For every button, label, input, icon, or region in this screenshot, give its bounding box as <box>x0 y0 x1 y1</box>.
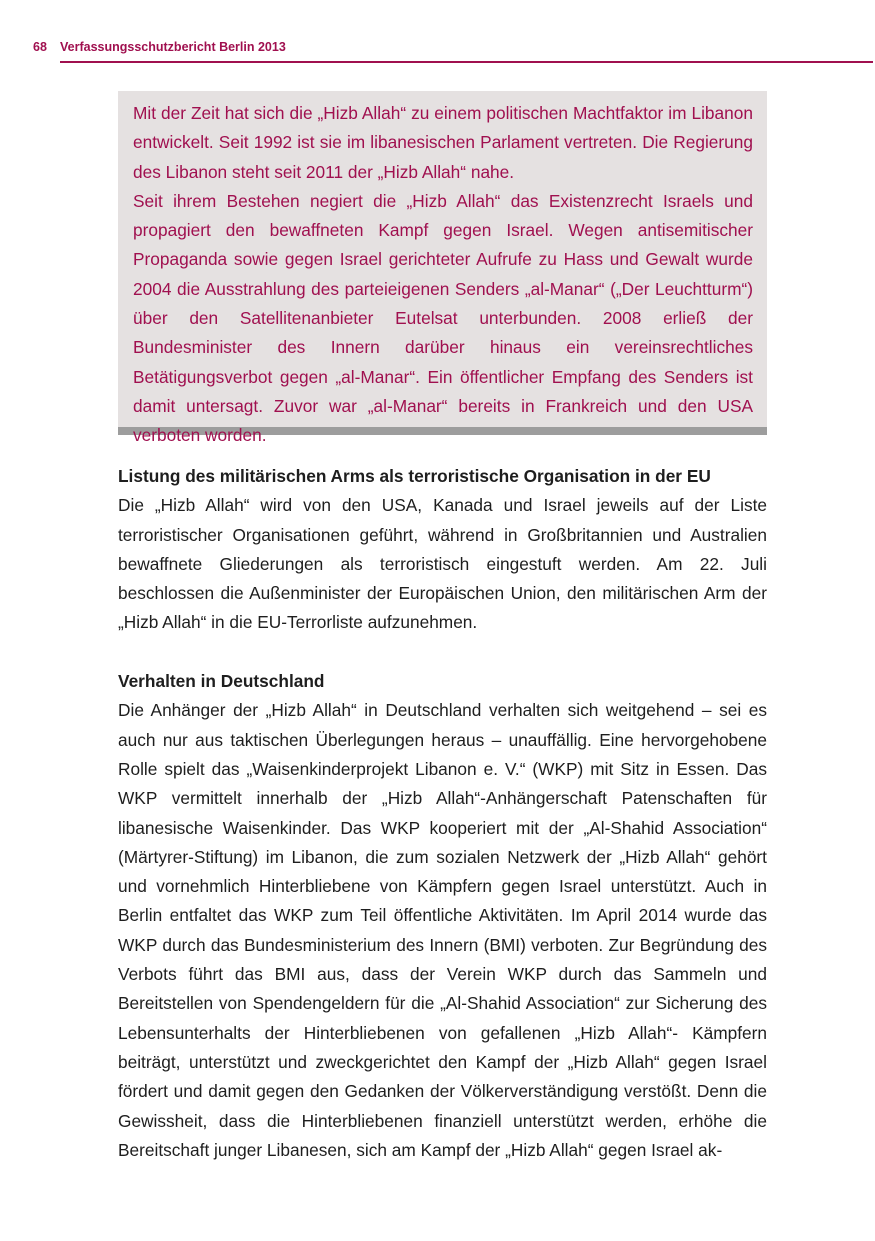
page-header <box>33 40 873 62</box>
section-heading: Listung des militärischen Arms als terroristische Organisation in der EU <box>118 466 711 486</box>
section-heading: Verhalten in Deutschland <box>118 671 325 692</box>
section-paragraph: Die Anhänger der „Hizb Allah“ in Deutschland verhalten sich weitgehend – sei es auch nur aus taktischen Überlegungen heraus – unauffällig. Eine hervorgehobene Rolle spielt das „Waisenkinderprojekt Libanon e. V.“ (WKP) mit Sitz in Essen. Das WKP vermittelt innerhalb der „Hizb Allah“-Anhängerschaft Patenschaften für libanesische Waisenkinder. Das WKP kooperiert mit der „Al-Shahid Association“ (Märtyrer-Stiftung) im Libanon, die zum sozialen Netzwerk der „Hizb Allah“ gehört und vornehmlich Hinterbliebene von Kämpfern gegen Israel unterstützt. Auch in Berlin entfaltet das WKP zum Teil öffentliche Aktivitäten. Im April 2014 wurde das WKP durch das Bundesministerium des Innern (BMI) verboten. Zur Begründung des Verbots führt das BMI aus, dass der Verein WKP durch das Sammeln und Bereitstellen von Spendengeldern für die „Al-Shahid Association“ zur Sicherung des Lebensunterhalts der Hinterbliebenen von gefallenen „Hizb Allah“- Kämpfern beiträgt, unterstützt und zweckgerichtet den Kampf der „Hizb Allah“ gegen Israel fördert und damit gegen den Gedanken der Völkerverständigung verstößt. Denn die Gewissheit, dass die Hinterbliebenen finanziell unterstützt werden, erhöhe die Bereitschaft junger Libanesen, sich am Kampf der „Hizb Allah“ gegen Israel ak- <box>118 700 767 1160</box>
info-paragraph: Seit ihrem Bestehen negiert die „Hizb Allah“ das Existenzrecht Israels und propagiert den bewaffneten Kampf gegen Israel. Wegen antisemitischer Propaganda sowie gegen Israel gerichteter Aufrufe zu Hass und Gewalt wurde 2004 die Ausstrahlung des parteieigenen Senders „al-Manar“ („Der Leuchtturm“) über den Satellitenanbieter Eutelsat unterbunden. 2008 erließ der Bundesminister des Innern darüber hinaus ein vereinsrechtliches Betätigungsverbot gegen „al-Manar“. Ein öffentlicher Empfang des Senders ist damit untersagt. Zuvor war „al-Manar“ bereits in Frankreich und den USA verboten worden. <box>133 190 753 446</box>
page-number: 68 <box>33 40 47 54</box>
info-box-text <box>133 99 753 451</box>
running-title: Verfassungsschutzbericht Berlin 2013 <box>60 40 286 54</box>
section-paragraph: Die „Hizb Allah“ wird von den USA, Kanada und Israel jeweils auf der Liste terroristischer Organisationen geführt, während in Großbritannien und Australien bewaffnete Gliederungen als terroristisch eingestuft werden. Am 22. Juli beschlossen die Außenminister der Europäischen Union, den militärischen Arm der „Hizb Allah“ in die EU-Terrorliste aufzunehmen. <box>118 495 767 633</box>
body-text <box>118 462 767 1165</box>
header-rule <box>60 61 873 63</box>
section-spacer <box>118 638 767 667</box>
info-paragraph: Mit der Zeit hat sich die „Hizb Allah“ zu einem politischen Machtfaktor im Libanon entwickelt. Seit 1992 ist sie im libanesischen Parlament vertreten. Die Regierung des Libanon steht seit 2011 der „Hizb Allah“ nahe. <box>133 103 753 182</box>
